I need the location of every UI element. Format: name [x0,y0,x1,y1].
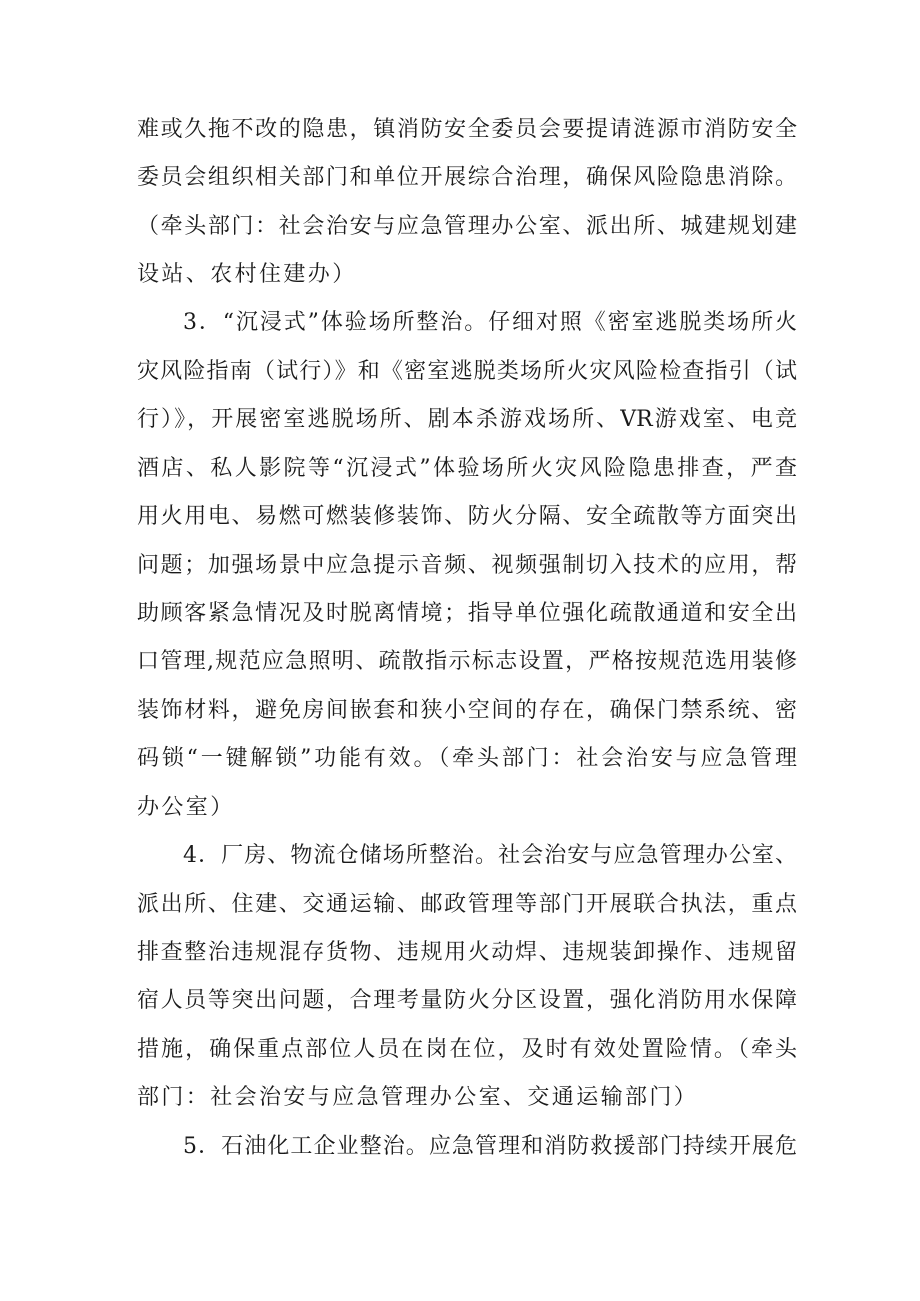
paragraph-heading-4: 4．厂房、物流仓储场所整治。社会治安与应急管理办公室、 [183,843,797,868]
text-line: 部门：社会治安与应急管理办公室、交通运输部门） [137,1085,699,1110]
text-line: 办公室） [137,795,235,820]
text-line: 用火用电、易燃可燃装修装饰、防火分隔、安全疏散等方面突出 [137,504,797,529]
paragraph-heading-5: 5．石油化工企业整治。应急管理和消防救援部门持续开展危 [183,1134,797,1159]
text-line: 设站、农村住建办） [137,262,357,287]
text-line: 排查整治违规混存货物、违规用火动焊、违规装卸操作、违规留 [137,940,797,965]
text-line: 派出所、住建、交通运输、邮政管理等部门开展联合执法，重点 [137,892,797,917]
text-line: 码锁“一键解锁”功能有效。（牵头部门：社会治安与应急管理 [137,746,797,771]
text-line: 装饰材料，避免房间嵌套和狭小空间的存在，确保门禁系统、密 [137,698,797,723]
text-line: 难或久拖不改的隐患，镇消防安全委员会要提请涟源市消防安全 [137,117,797,142]
text-line: 行）》，开展密室逃脱场所、剧本杀游戏场所、VR游戏室、电竞 [137,407,797,432]
text-line: 宿人员等突出问题，合理考量防火分区设置，强化消防用水保障 [137,988,797,1013]
text-line: 助顾客紧急情况及时脱离情境；指导单位强化疏散通道和安全出 [137,601,797,626]
text-line: （牵头部门：社会治安与应急管理办公室、派出所、城建规划建 [137,214,797,239]
text-line: 问题；加强场景中应急提示音频、视频强制切入技术的应用，帮 [137,553,797,578]
text-line: 委员会组织相关部门和单位开展综合治理，确保风险隐患消除。 [137,165,797,190]
text-line: 措施，确保重点部位人员在岗在位，及时有效处置险情。（牵头 [137,1037,797,1062]
text-line: 灾风险指南（试行）》和《密室逃脱类场所火灾风险检查指引（试 [137,359,797,384]
text-line: 口管理,规范应急照明、疏散指示标志设置，严格按规范选用装修 [137,649,797,674]
text-line: 酒店、私人影院等“沉浸式”体验场所火灾风险隐患排查，严查 [137,456,797,481]
paragraph-heading-3: 3．“沉浸式”体验场所整治。仔细对照《密室逃脱类场所火 [183,310,797,335]
